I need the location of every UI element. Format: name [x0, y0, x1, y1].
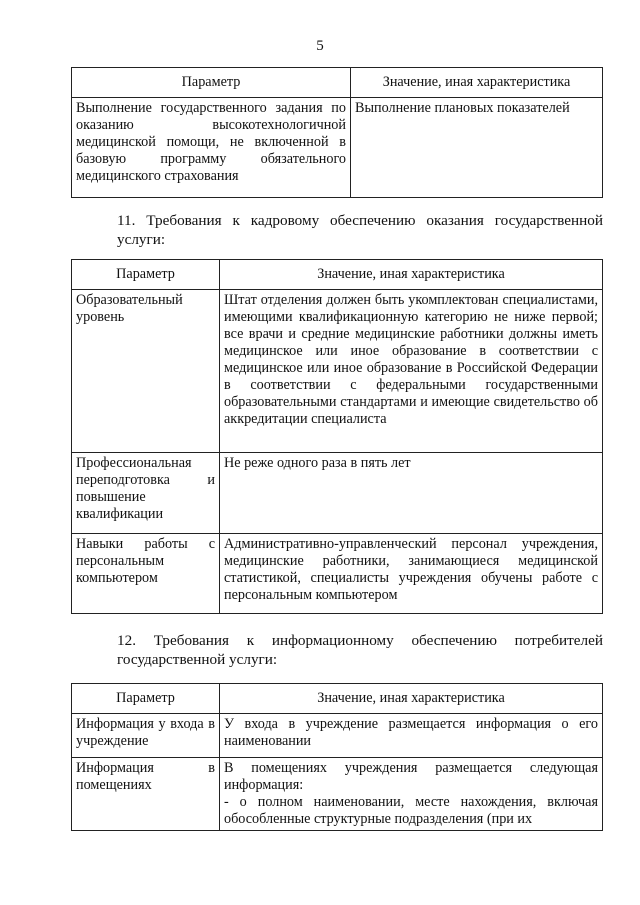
table-information-requirements — [71, 683, 603, 831]
table-row — [72, 290, 603, 453]
section-11-text: 11. Требования к кадровому обеспечению оказания государственной услуги: — [117, 212, 603, 248]
header-value: Значение, иная характеристика — [220, 684, 603, 714]
row-value: Административно-управленческий персонал учреждения, медицинские работники, занимающиеся медицинской статистикой, специалисты учреждения обучены работе с персональным компьютером — [220, 534, 603, 614]
row-param: Выполнение государственного задания по оказанию высокотехнологичной медицинской помощи, не включенной в базовую программу обязательного медицинского страхования — [72, 98, 351, 198]
header-param: Параметр — [72, 684, 220, 714]
table-task-parameters — [71, 67, 603, 198]
table-row — [72, 758, 603, 831]
row-param: Образовательный уровень — [72, 290, 220, 453]
row-value: Не реже одного раза в пять лет — [220, 453, 603, 534]
row-param: Навыки работы с персональным компьютером — [72, 534, 220, 614]
row-value: Выполнение плановых показателей — [351, 98, 603, 198]
header-value: Значение, иная характеристика — [351, 68, 603, 98]
table-row — [72, 534, 603, 614]
section-12-text: 12. Требования к информационному обеспечению потребителей государственной услуги: — [117, 632, 603, 668]
row-param: Информация у входа в учреждение — [72, 714, 220, 758]
section-11-heading — [77, 211, 603, 249]
row-value: Штат отделения должен быть укомплектован специалистами, имеющими квалификационную категорию не ниже первой; все врачи и средние медицинские работники должны иметь медицинское или иное образование в соответствии с медицинское или иное образование в Российской Федерации в соответствии с федеральными государственными образовательными стандартами и имеющие свидетельство об аккредитации специалиста — [220, 290, 603, 453]
row-value-line: В помещениях учреждения размещается следующая информация: — [224, 760, 598, 793]
row-param: Информация в помещениях — [72, 758, 220, 831]
header-param: Параметр — [72, 260, 220, 290]
table-row — [72, 714, 603, 758]
table-header-row — [72, 684, 603, 714]
header-value: Значение, иная характеристика — [220, 260, 603, 290]
header-param: Параметр — [72, 68, 351, 98]
table-row — [72, 98, 603, 198]
table-header-row — [72, 260, 603, 290]
section-12-heading — [77, 631, 603, 669]
table-header-row — [72, 68, 603, 98]
row-value-line: - о полном наименовании, месте нахождения, включая обособленные структурные подразделения (при их — [224, 794, 598, 827]
page-number: 5 — [316, 38, 324, 54]
table-staffing-requirements — [71, 259, 603, 614]
row-value — [220, 758, 603, 831]
table-row — [72, 453, 603, 534]
row-param: Профессиональная переподготовка и повышение квалификации — [72, 453, 220, 534]
row-value: У входа в учреждение размещается информация о его наименовании — [220, 714, 603, 758]
